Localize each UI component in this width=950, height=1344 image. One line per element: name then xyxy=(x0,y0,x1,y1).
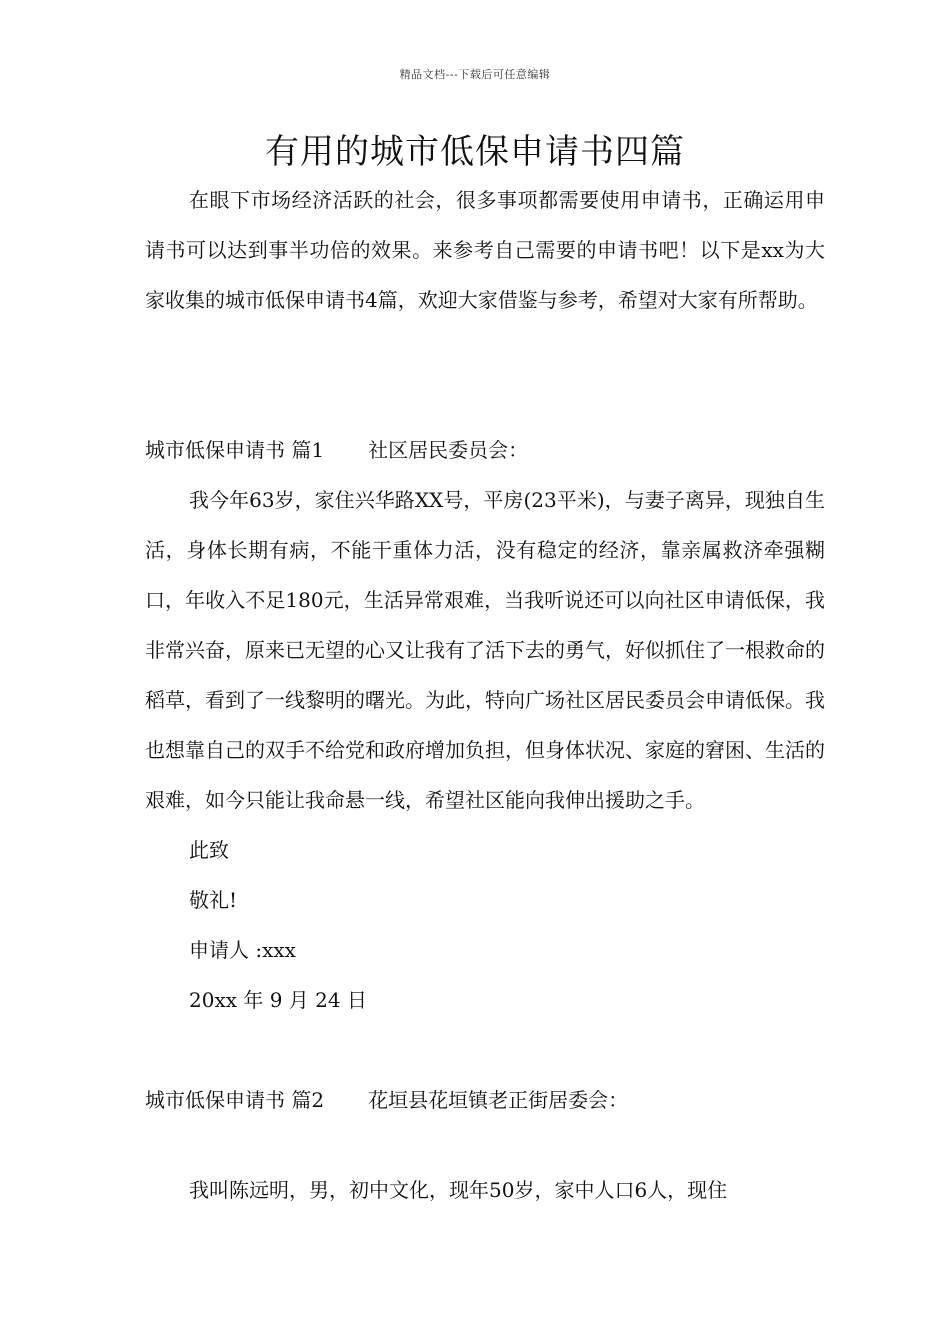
section-2 xyxy=(145,1075,825,1215)
section-2-heading: 城市低保申请书 篇2 xyxy=(145,1088,325,1112)
section-1-closing-1: 此致 xyxy=(189,838,229,862)
section-2-recipient: 花垣县花垣镇老正街居委会： xyxy=(368,1088,629,1112)
intro-paragraph: 在眼下市场经济活跃的社会，很多事项都需要使用申请书，正确运用申请书可以达到事半功倍的效果。来参考自己需要的申请书吧！以下是xx为大家收集的城市低保申请书4篇，欢迎大家借鉴与参考，希望对大家有所帮助。 xyxy=(145,188,825,312)
header-note: 精品文档---下载后可任意编辑 xyxy=(399,68,551,81)
section-1-closing-2: 敬礼! xyxy=(189,888,238,912)
document-title: 有用的城市低保申请书四篇 xyxy=(265,132,685,172)
section-2-heading-line xyxy=(145,1075,825,1125)
section-1-date: 20xx 年 9 月 24 日 xyxy=(189,988,367,1012)
section-1-body: 我今年63岁，家住兴华路XX号，平房(23平米)，与妻子离异，现独自生活，身体长期有病，不能干重体力活，没有稳定的经济，靠亲属救济牵强糊口，年收入不足180元，生活异常艰难，当我听说还可以向社区申请低保，我非常兴奋，原来已无望的心又让我有了活下去的勇气，好似抓住了一根救命的稻草，看到了一线黎明的曙光。为此，特向广场社区居民委员会申请低保。我也想靠自己的双手不给党和政府增加负担，但身体状况、家庭的窘困、生活的艰难，如今只能让我命悬一线，希望社区能向我伸出援助之手。 xyxy=(145,488,825,812)
section-1-heading: 城市低保申请书 篇1 xyxy=(145,438,325,462)
section-1-applicant: 申请人 :xxx xyxy=(189,938,296,962)
section-1-recipient: 社区居民委员会： xyxy=(368,438,529,462)
section-1-heading-line xyxy=(145,425,825,475)
section-2-body: 我叫陈远明，男，初中文化，现年50岁，家中人口6人，现住 xyxy=(189,1178,728,1202)
intro-block xyxy=(145,175,825,325)
section-1 xyxy=(145,425,825,1025)
